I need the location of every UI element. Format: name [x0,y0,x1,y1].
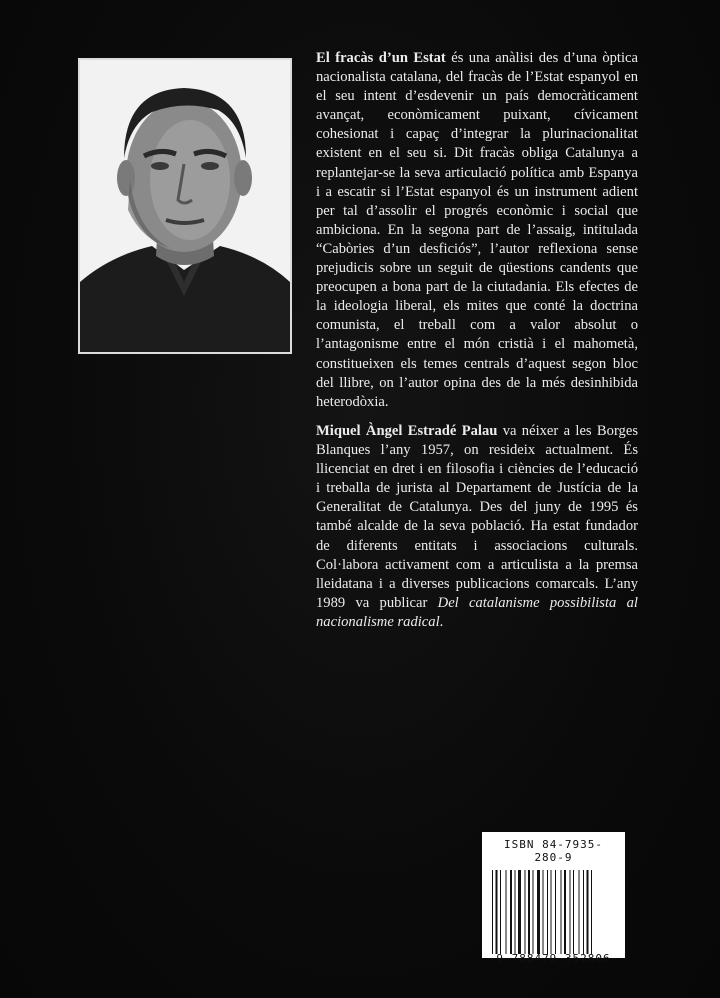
synopsis-text: és una anàlisi des d’una òptica nacionalista catalana, del fracàs de l’Estat espanyol en el seu intent d’esdevenir un país democràticament avançat, econòmicament puixant, cívicament cohesionat i capaç d’integrar la plurinacionalitat existent en el seu si. Dit fracàs obliga Catalunya a replantejar-se la seva articulació política amb Espanya i a escatir si l’Estat espanyol és un instrument adient per tal d’assolir el progrés econòmic i social que ambiciona. En la segona part de l’assaig, intitulada “Cabòries d’un desficiós”, l’autor reflexiona sense prejudicis sobre un seguit de qüestions candents que preocupen a bona part de la ciutadania. Els efectes de la ideologia liberal, els mites que conté la doctrina comunista, el treball com a valor absolut o l’antagonisme entre el món cristià i el mahometà, constitueixen els temes centrals d’aquest segon bloc del llibre, on l’autor opina des de la més desinhibida heterodòxia. [316,50,638,410]
barcode-icon [490,870,617,954]
bio-end: . [439,613,444,630]
isbn-label: ISBN 84-7935-280-9 [503,838,604,864]
author-portrait-image [80,60,290,352]
author-photo [78,58,292,354]
synopsis-paragraph [316,49,638,412]
author-name: Miquel Àngel Estradé Palau [316,423,498,439]
author-bio-paragraph [316,422,638,632]
previous-book-title: Del catalanisme possibilista al nacionalisme radical [316,594,638,630]
bio-text: va néixer a les Borges Blanques l’any 1957, on resideix actualment. És llicenciat en dret i en filosofia i ciències de l’educació i treballa de jurista al Departament de Justícia de la Generalitat de Catalunya. Des del juny de 1995 és també alcalde de la seva població. Ha estat fundador de diferents entitats i associacions culturals. Col·labora activament com a articulista a la premsa lleidatana i a diverses publicacions comarcals. L’any 1989 va publicar [316,423,639,611]
book-title: El fracàs d’un Estat [316,50,446,66]
barcode-panel [482,832,625,965]
barcode-digits: 9 788479 352806 [496,952,611,965]
